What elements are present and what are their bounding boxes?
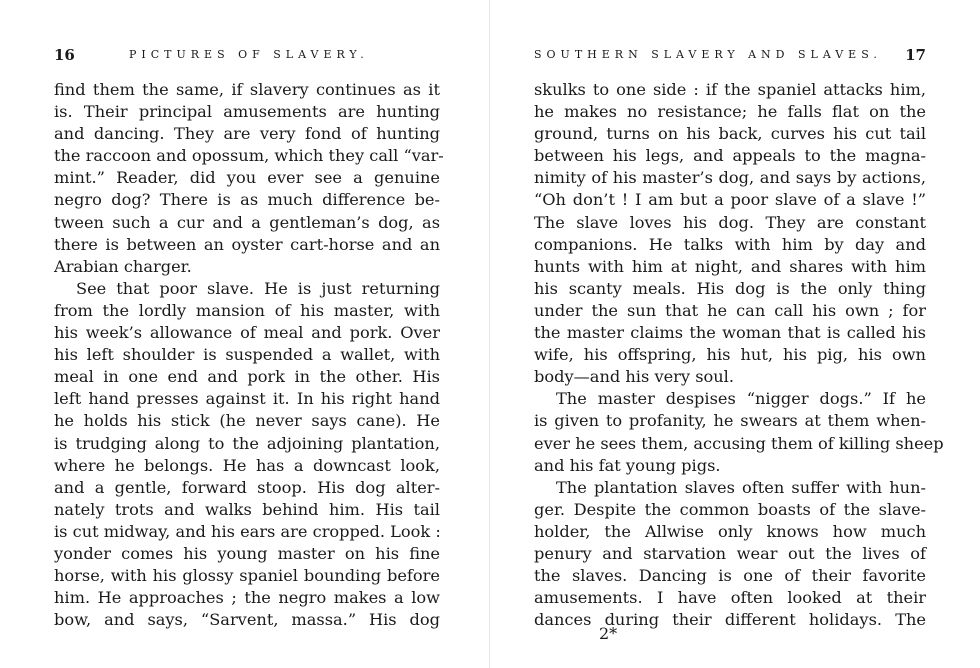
text-line: from the lordly mansion of his master, with [54, 300, 440, 320]
text-line: “Oh don’t ! I am but a poor slave of a slave !” [534, 190, 926, 210]
text-line: negro dog? There is as much difference be- [54, 190, 440, 210]
text-line: is given to profanity, he swears at them when- [534, 411, 926, 431]
text-line: and his fat young pigs. [534, 455, 721, 475]
text-line: left hand presses against it. In his right hand [54, 389, 440, 409]
text-line: The slave loves his dog. They are constant [534, 212, 926, 232]
text-line: The plantation slaves often suffer with hun- [556, 477, 926, 497]
right-page-header [534, 46, 926, 68]
left-page-body [54, 79, 444, 631]
right-page-body [534, 79, 944, 631]
text-line: find them the same, if slavery continues as it [54, 80, 440, 99]
text-line: wife, his offspring, his hut, his pig, his own [534, 345, 926, 365]
text-line: and dancing. They are very fond of hunting [54, 124, 440, 144]
text-line: and a gentle, forward stoop. His dog alter- [54, 477, 440, 497]
text-line: ground, turns on his back, curves his cut tail [534, 124, 926, 144]
text-line: tween such a cur and a gentleman’s dog, as [54, 212, 440, 232]
right-running-head: SOUTHERN SLAVERY AND SLAVES. [534, 48, 882, 61]
text-line: his week’s allowance of meal and pork. Over [54, 323, 440, 343]
text-line: he makes no resistance; he falls flat on the [534, 102, 926, 122]
text-line: horse, with his glossy spaniel bounding before [54, 566, 440, 586]
text-line: he holds his stick (he never says cane). He [54, 411, 440, 431]
text-line: dances during their different holidays. The [534, 610, 926, 630]
text-line: the raccoon and opossum, which they call “var- [54, 146, 444, 166]
text-line: between his legs, and appeals to the magna- [534, 146, 926, 166]
text-line: amusements. I have often looked at their [534, 588, 926, 608]
right-page [490, 0, 980, 668]
text-line: him. He approaches ; the negro makes a low [54, 588, 440, 608]
text-line: is. Their principal amusements are hunting [54, 102, 440, 122]
signature-mark: 2* [599, 624, 618, 643]
left-page-number: 16 [54, 46, 75, 64]
text-line: ger. Despite the common boasts of the slave- [534, 499, 926, 519]
right-page-number: 17 [905, 46, 926, 64]
left-running-head: PICTURES OF SLAVERY. [129, 48, 369, 61]
text-line: the master claims the woman that is called his [534, 323, 926, 343]
text-line: his scanty meals. His dog is the only thing [534, 278, 926, 298]
text-line: is cut midway, and his ears are cropped. Look : [54, 521, 441, 541]
text-line: hunts with him at night, and shares with him [534, 256, 926, 276]
text-line: body—and his very soul. [534, 367, 734, 387]
text-line: ever he sees them, accusing them of killing sheep [534, 433, 944, 453]
text-line: the slaves. Dancing is one of their favorite [534, 566, 926, 586]
text-line: is trudging along to the adjoining plantation, [54, 433, 440, 453]
text-line: penury and starvation wear out the lives of [534, 543, 926, 563]
text-line: meal in one end and pork in the other. His [54, 367, 440, 387]
text-line: under the sun that he can call his own ; for [534, 300, 926, 320]
text-line: skulks to one side : if the spaniel attacks him, [534, 80, 926, 99]
text-line: mint.” Reader, did you ever see a genuine [54, 168, 440, 188]
text-line: nately trots and walks behind him. His tail [54, 499, 440, 519]
text-line: nimity of his master’s dog, and says by actions, [534, 168, 926, 188]
text-line: his left shoulder is suspended a wallet, with [54, 345, 440, 365]
text-line: holder, the Allwise only knows how much [534, 521, 926, 541]
text-line: companions. He talks with him by day and [534, 234, 926, 254]
text-line: See that poor slave. He is just returning [76, 278, 440, 298]
text-line: yonder comes his young master on his fine [54, 543, 440, 563]
text-line: where he belongs. He has a downcast look, [54, 455, 440, 475]
text-line: The master despises “nigger dogs.” If he [556, 389, 926, 409]
text-line: there is between an oyster cart-horse and an [54, 234, 440, 254]
left-page-header [54, 46, 440, 68]
text-line: bow, and says, “Sarvent, massa.” His dog [54, 610, 440, 630]
text-line: Arabian charger. [54, 256, 192, 276]
